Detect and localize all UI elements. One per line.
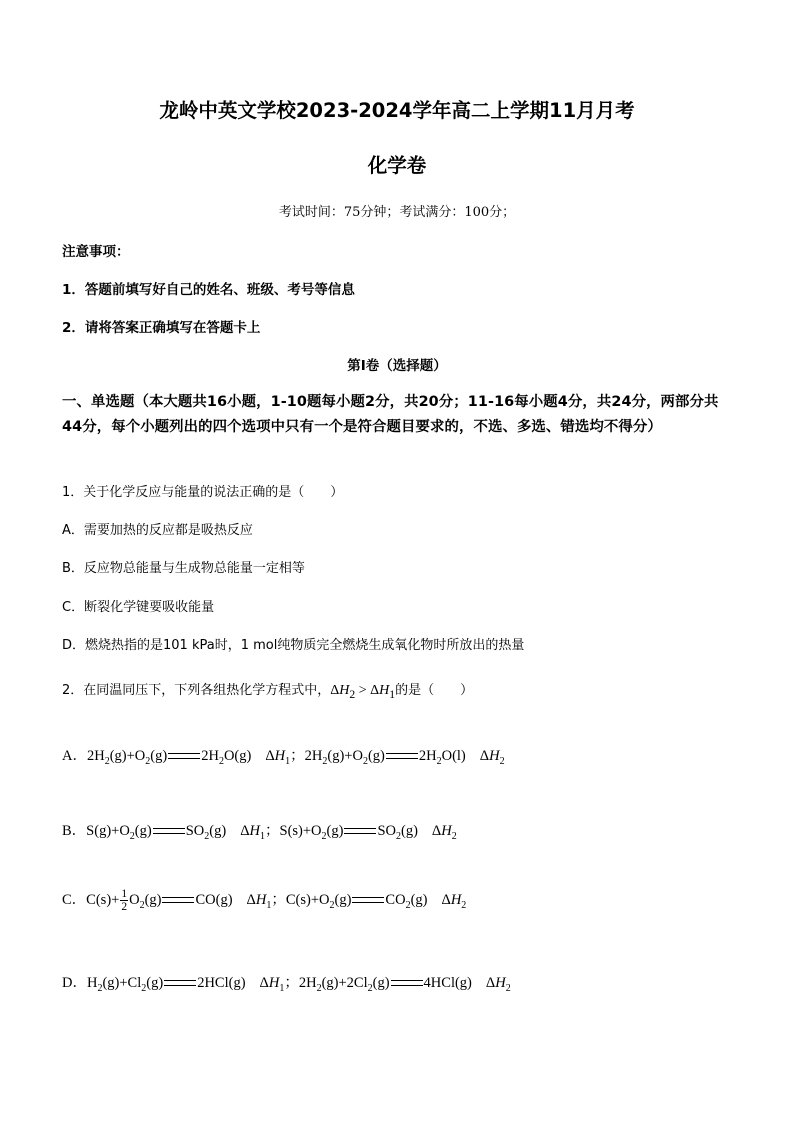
- option-label: B．: [62, 823, 87, 839]
- fraction-one-half: $\frac{1}{2}$: [121, 888, 128, 914]
- exam-title: 龙岭中英文学校2023-2024学年高二上学期11月月考: [159, 99, 635, 122]
- exam-subject: 化学卷: [367, 154, 427, 177]
- equation-arrow: [344, 828, 376, 834]
- section-title: 第Ⅰ卷（选择题）: [347, 358, 447, 374]
- question-1-option-b: B．反应物总能量与生成物总能量一定相等: [62, 561, 305, 576]
- question-1-option-c: C．断裂化学键要吸收能量: [62, 600, 215, 615]
- question-2-option-d: D．$H_2(g)+Cl_2(g)$ 2HCl(g) $\Delta H_1$；$2H_2(g)+2Cl_2(g)$ 4HCl(g) $\Delta H_2$: [62, 975, 511, 994]
- equation-arrow: [164, 980, 196, 986]
- equation-arrow: [162, 897, 194, 903]
- option-label: A．: [62, 748, 87, 764]
- equation-arrow: [386, 753, 418, 759]
- question-1-option-d: D．燃烧热指的是101 kPa时，1 mol纯物质完全燃烧生成氧化物时所放出的热量: [62, 638, 525, 653]
- question-2-option-b: B．$S(g)+O_2(g)$ $SO_2(g)$ $\Delta H_1$；$S(s)+O_2(g)$ $SO_2(g)$ $\Delta H_2$: [62, 823, 457, 842]
- note-item-2: 2．请将答案正确填写在答题卡上: [62, 320, 261, 336]
- question-2-option-a: A．$2H_2(g)+O_2(g)$ $2H_2O(g)$ $\Delta H_1$；$2H_2(g)+O_2(g)$ $2H_2O(l)$ $\Delta H_2$: [62, 748, 505, 767]
- question-2-stem: [62, 679, 473, 701]
- part1-instructions: 一、单选题（本大题共16小题，1-10题每小题2分，共20分；11-16每小题4分，共24分，两部分共44分，每个小题列出的四个选项中只有一个是符合题目要求的，不选、多选、错选均不得分）: [62, 394, 719, 435]
- note-item-1: 1．答题前填写好自己的姓名、班级、考号等信息: [62, 282, 355, 298]
- question-2-stem-prefix: 2．在同温同压下，下列各组热化学方程式中，: [62, 683, 331, 698]
- question-1-option-a: A．需要加热的反应都是吸热反应: [62, 523, 253, 538]
- option-label: D．: [62, 975, 87, 991]
- question-1-stem: 1．关于化学反应与能量的说法正确的是（ ）: [62, 485, 344, 500]
- exam-info: 考试时间：75分钟；考试满分：100分；: [278, 205, 516, 220]
- question-2-option-c: C．C(s)+ $\frac{1}{2}$ $O_2(g)$ CO(g) $\Delta H_1$；$C(s)+O_2(g)$ $CO_2(g)$ $\Delta H_2$: [62, 888, 467, 914]
- equation-arrow: [153, 828, 185, 834]
- option-label: C．: [62, 892, 87, 908]
- equation-arrow: [391, 980, 423, 986]
- question-2-stem-suffix: 的是（ ）: [395, 683, 474, 698]
- notes-heading: 注意事项：: [62, 244, 130, 260]
- equation-arrow: [352, 897, 384, 903]
- equation-arrow: [168, 753, 200, 759]
- delta-h-comparison: $\Delta H_2 > \Delta H_1$: [330, 683, 396, 701]
